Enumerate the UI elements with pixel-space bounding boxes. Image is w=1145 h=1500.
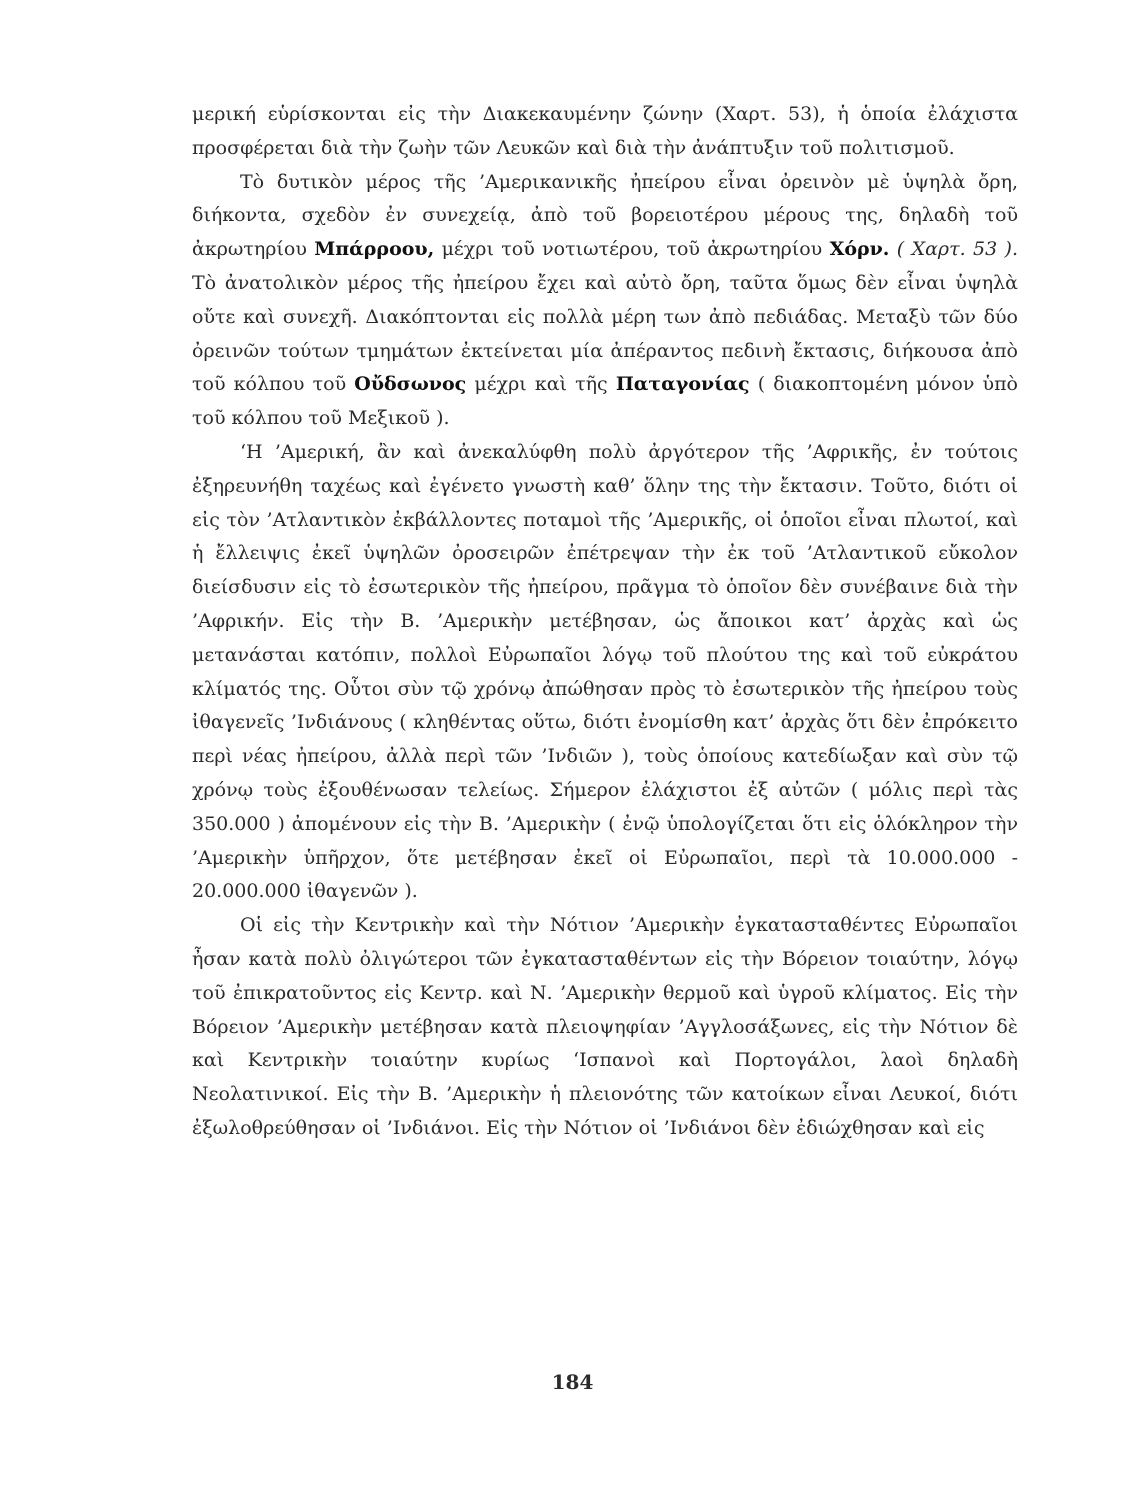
text-run: ‘Η ’Αμερική, ἂν καὶ ἀνεκαλύφθη πολὺ ἀργότερον τῆς ’Αφρικῆς, ἐν τούτοις ἐξηρευνήθη ταχέως καὶ ἐγένετο γνωστὴ καθ’ ὅλην της τὴν ἔκτασιν. Τοῦτο, διότι οἱ εἰς τὸν ’Ατλαντικὸν ἐκβάλλοντες ποταμοὶ τῆς ’Αμερικῆς, οἱ ὁποῖοι εἶναι πλωτοί, καὶ ἡ ἔλλειψις ἐκεῖ ὑψηλῶν ὀροσειρῶν ἐπέτρεψαν τὴν ἐκ τοῦ ’Ατλαντικοῦ εὔκολον διείσδυσιν εἰς τὸ ἐσωτερικὸν τῆς ἠπείρου, πρᾶγμα τὸ ὁποῖον δὲν συνέβαινε διὰ τὴν ’Αφρικήν. Εἰς τὴν Β. ’Αμερικὴν μετέβησαν, ὡς ἄποικοι κατ’ ἀρχὰς καὶ ὡς μετανάσται κατόπιν, πολλοὶ Εὐρωπαῖοι λόγῳ τοῦ πλούτου της καὶ τοῦ εὐκράτου κλίματός της. Οὗτοι σὺν τῷ χρόνῳ ἀπώθησαν πρὸς τὸ ἐσωτερικὸν τῆς ἠπείρου τοὺς ἰθαγενεῖς ’Ινδιάνους ( κληθέντας οὕτω, διότι ἐνομίσθη κατ’ ἀρχὰς ὅτι δὲν ἐπρόκειτο περὶ νέας ἠπείρου, ἀλλὰ περὶ τῶν ’Ινδιῶν ), τοὺς ὁποίους κατεδίωξαν καὶ σὺν τῷ χρόνῳ τοὺς ἐξουθένωσαν τελείως. Σήμερον ἐλάχιστοι ἐξ αὐτῶν ( μόλις περὶ τὰς 350.000 ) ἀπομένουν εἰς τὴν Β. ’Αμερικὴν ( ἐνῷ ὑπολογίζεται ὅτι εἰς ὁλόκληρον τὴν ’Αμερικὴν ὑπῆρχον, ὅτε μετέβησαν ἐκεῖ οἱ Εὐρωπαῖοι, περὶ τὰ 10.000.000 - 20.000.000 ἰθαγενῶν ). xyxy=(192,440,1018,903)
paragraph xyxy=(192,909,1018,1146)
paragraph xyxy=(192,436,1018,909)
text-run: Τὸ δυτικὸν μέρος τῆς ’Αμερικανικῆς ἠπείρου εἶναι ὀρεινὸν μὲ ὑψηλὰ ὄρη, διήκοντα, σχεδὸν ἐν συνεχείᾳ, ἀπὸ τοῦ βορειοτέρου μέρους της, δηλαδὴ τοῦ ἀκρωτηρίου xyxy=(192,170,1018,261)
text-run: Οἱ εἰς τὴν Κεντρικὴν καὶ τὴν Νότιον ’Αμερικὴν ἐγκατασταθέντες Εὐρωπαῖοι ἦσαν κατὰ πολὺ ὀλιγώτεροι τῶν ἐγκατασταθέντων εἰς τὴν Βόρειον τοιαύτην, λόγῳ τοῦ ἐπικρατοῦντος εἰς Κεντρ. καὶ Ν. ’Αμερικὴν θερμοῦ καὶ ὑγροῦ κλίματος. Εἰς τὴν Βόρειον ’Αμερικὴν μετέβησαν κατὰ πλειοψηφίαν ’Αγγλοσάξωνες, εἰς τὴν Νότιον δὲ καὶ Κεντρικὴν τοιαύτην κυρίως ‘Ισπανοὶ καὶ Πορτογάλοι, λαοὶ δηλαδὴ Νεολατινικοί. Εἰς τὴν Β. ’Αμερικὴν ἡ πλειονότης τῶν κατοίκων εἶναι Λευκοί, διότι ἐξωλοθρεύθησαν οἱ ’Ινδιάνοι. Εἰς τὴν Νότιον οἱ ’Ινδιάνοι δὲν ἐδιώχθησαν καὶ εἰς xyxy=(192,914,1018,1139)
page-body xyxy=(192,98,1018,1146)
text-run: ( διακοπτομένη μόνον ὑπὸ τοῦ κόλπου τοῦ Μεξικοῦ ). xyxy=(192,373,1018,430)
italic-reference: ( Χαρτ. 53 ). xyxy=(889,238,1018,261)
text-run: μερική εὑρίσκονται εἰς τὴν Διακεκαυμένην ζώνην (Χαρτ. 53), ἡ ὁποία ἐλάχιστα προσφέρεται διὰ τὴν ζωὴν τῶν Λευκῶν καὶ διὰ τὴν ἀνάπτυξιν τοῦ πολιτισμοῦ. xyxy=(192,103,1018,159)
bold-term: Παταγονίας xyxy=(615,373,750,396)
page-number: 184 xyxy=(551,1370,594,1394)
bold-term: Μπάρροου, xyxy=(314,238,435,261)
text-run: Τὸ ἀνατολικὸν μέρος τῆς ἠπείρου ἔχει καὶ αὐτὸ ὄρη, ταῦτα ὅμως δὲν εἶναι ὑψηλὰ οὔτε καὶ συνεχῆ. Διακόπτονται εἰς πολλὰ μέρη των ἀπὸ πεδιάδας. Μεταξὺ τῶν δύο ὀρεινῶν τούτων τμημάτων ἐκτείνεται μία ἀπέραντος πεδινὴ ἔκτασις, διήκουσα ἀπὸ τοῦ κόλπου τοῦ xyxy=(192,271,1018,396)
bold-term: Οὔδσωνος xyxy=(354,373,467,396)
text-run: μέχρι τοῦ νοτιωτέρου, τοῦ ἀκρωτηρίου xyxy=(434,238,830,261)
paragraph xyxy=(192,98,1018,166)
text-run: μέχρι καὶ τῆς xyxy=(466,373,616,396)
bold-term: Χόρν. xyxy=(829,238,890,261)
paragraph xyxy=(192,166,1018,436)
